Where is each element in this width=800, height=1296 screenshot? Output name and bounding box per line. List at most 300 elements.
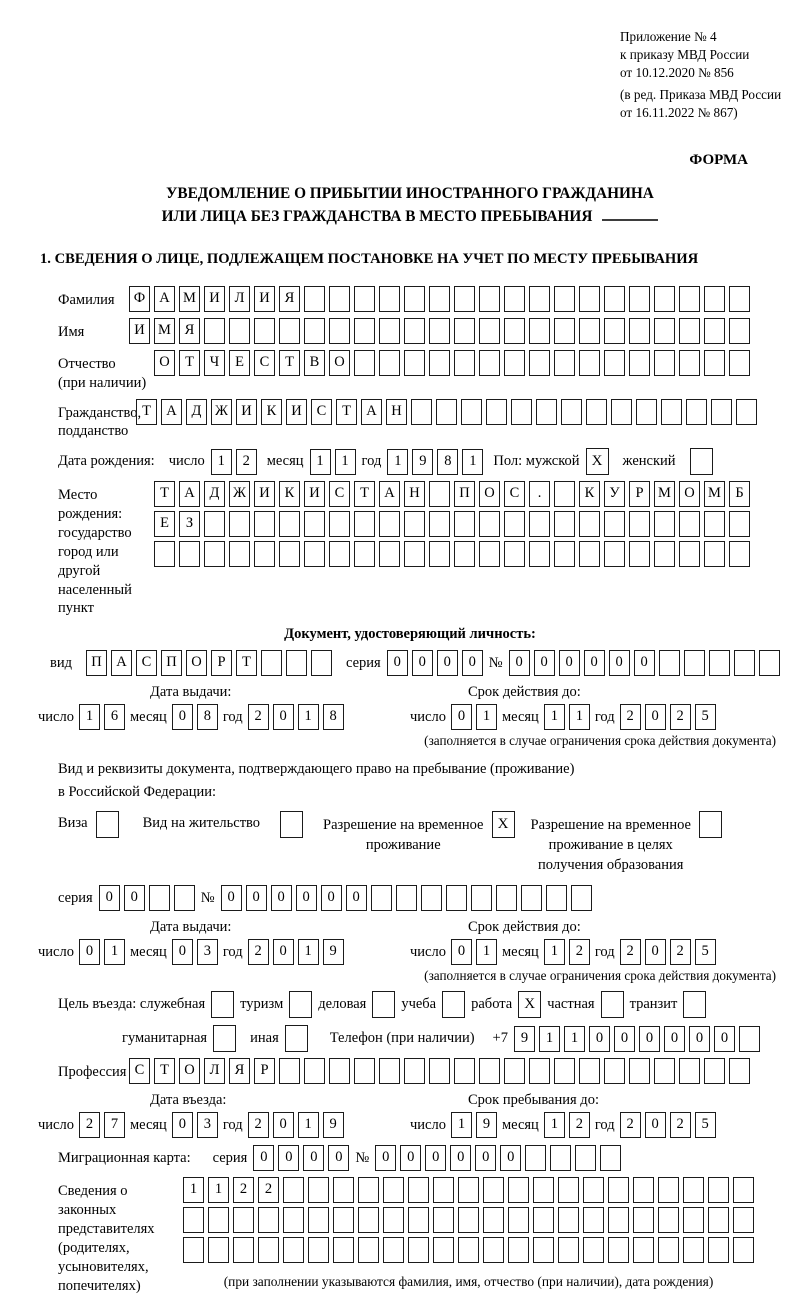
char-box[interactable]: [304, 511, 325, 537]
char-box[interactable]: [683, 1207, 704, 1233]
char-box[interactable]: 8: [323, 704, 344, 730]
char-box[interactable]: [658, 1207, 679, 1233]
char-box[interactable]: [579, 511, 600, 537]
char-box[interactable]: [579, 1058, 600, 1084]
char-box[interactable]: [433, 1207, 454, 1233]
char-box[interactable]: 2: [233, 1177, 254, 1203]
char-box[interactable]: 0: [387, 650, 408, 676]
char-box[interactable]: [729, 541, 750, 567]
char-box[interactable]: [629, 511, 650, 537]
char-box[interactable]: [383, 1177, 404, 1203]
char-box[interactable]: [479, 318, 500, 344]
char-box[interactable]: [379, 541, 400, 567]
char-box[interactable]: [329, 286, 350, 312]
char-box[interactable]: 0: [645, 704, 666, 730]
char-box[interactable]: 5: [695, 1112, 716, 1138]
char-box[interactable]: [179, 541, 200, 567]
char-box[interactable]: 3: [197, 1112, 218, 1138]
char-box[interactable]: [704, 318, 725, 344]
char-box[interactable]: [483, 1177, 504, 1203]
char-box[interactable]: 0: [172, 939, 193, 965]
char-box[interactable]: [408, 1177, 429, 1203]
char-box[interactable]: 1: [462, 449, 483, 475]
char-box[interactable]: [679, 1058, 700, 1084]
char-box[interactable]: 1: [476, 704, 497, 730]
char-box[interactable]: [454, 318, 475, 344]
char-box[interactable]: 0: [584, 650, 605, 676]
char-box[interactable]: [411, 399, 432, 425]
char-box[interactable]: [708, 1207, 729, 1233]
char-box[interactable]: 0: [475, 1145, 496, 1171]
char-box[interactable]: [174, 885, 195, 911]
char-box[interactable]: [333, 1207, 354, 1233]
char-box[interactable]: [579, 318, 600, 344]
char-box[interactable]: Л: [229, 286, 250, 312]
char-box[interactable]: 0: [609, 650, 630, 676]
char-box[interactable]: 5: [695, 939, 716, 965]
char-box[interactable]: Я: [279, 286, 300, 312]
char-box[interactable]: [404, 541, 425, 567]
char-box[interactable]: М: [179, 286, 200, 312]
char-box[interactable]: Р: [211, 650, 232, 676]
char-box[interactable]: 0: [509, 650, 530, 676]
char-box[interactable]: П: [86, 650, 107, 676]
char-box[interactable]: Т: [154, 481, 175, 507]
char-box[interactable]: [149, 885, 170, 911]
char-box[interactable]: [546, 885, 567, 911]
char-box[interactable]: Ч: [204, 350, 225, 376]
char-box[interactable]: 1: [335, 449, 356, 475]
char-box[interactable]: [654, 350, 675, 376]
char-box[interactable]: [454, 350, 475, 376]
char-box[interactable]: [583, 1237, 604, 1263]
char-box[interactable]: [354, 541, 375, 567]
char-box[interactable]: 1: [183, 1177, 204, 1203]
char-box[interactable]: [554, 511, 575, 537]
char-box[interactable]: [279, 541, 300, 567]
char-box[interactable]: С: [136, 650, 157, 676]
char-box[interactable]: Т: [179, 350, 200, 376]
char-box[interactable]: А: [379, 481, 400, 507]
char-box[interactable]: [458, 1207, 479, 1233]
char-box[interactable]: [479, 1058, 500, 1084]
char-box[interactable]: Т: [279, 350, 300, 376]
char-box[interactable]: 2: [79, 1112, 100, 1138]
char-box[interactable]: 9: [323, 939, 344, 965]
char-box[interactable]: 2: [620, 704, 641, 730]
char-box[interactable]: 0: [273, 704, 294, 730]
purpose-study-checkbox[interactable]: [442, 991, 465, 1018]
char-box[interactable]: [479, 286, 500, 312]
char-box[interactable]: [709, 650, 730, 676]
char-box[interactable]: 1: [211, 449, 232, 475]
char-box[interactable]: Н: [404, 481, 425, 507]
char-box[interactable]: [408, 1237, 429, 1263]
char-box[interactable]: [554, 541, 575, 567]
char-box[interactable]: 2: [569, 1112, 590, 1138]
char-box[interactable]: Т: [354, 481, 375, 507]
char-box[interactable]: [504, 286, 525, 312]
char-box[interactable]: 0: [412, 650, 433, 676]
char-box[interactable]: [429, 350, 450, 376]
char-box[interactable]: У: [604, 481, 625, 507]
char-box[interactable]: [354, 286, 375, 312]
char-box[interactable]: 0: [221, 885, 242, 911]
char-box[interactable]: 0: [273, 939, 294, 965]
char-box[interactable]: 0: [328, 1145, 349, 1171]
char-box[interactable]: [504, 318, 525, 344]
char-box[interactable]: [208, 1237, 229, 1263]
char-box[interactable]: А: [161, 399, 182, 425]
char-box[interactable]: 9: [323, 1112, 344, 1138]
char-box[interactable]: [208, 1207, 229, 1233]
char-box[interactable]: О: [186, 650, 207, 676]
char-box[interactable]: [533, 1177, 554, 1203]
char-box[interactable]: Я: [179, 318, 200, 344]
char-box[interactable]: [446, 885, 467, 911]
char-box[interactable]: [654, 1058, 675, 1084]
char-box[interactable]: [629, 350, 650, 376]
char-box[interactable]: 0: [634, 650, 655, 676]
char-box[interactable]: 0: [253, 1145, 274, 1171]
char-box[interactable]: [604, 511, 625, 537]
char-box[interactable]: [496, 885, 517, 911]
char-box[interactable]: И: [254, 481, 275, 507]
char-box[interactable]: [679, 511, 700, 537]
char-box[interactable]: Н: [386, 399, 407, 425]
char-box[interactable]: [679, 318, 700, 344]
char-box[interactable]: [454, 1058, 475, 1084]
char-box[interactable]: 8: [437, 449, 458, 475]
char-box[interactable]: [358, 1237, 379, 1263]
char-box[interactable]: [333, 1237, 354, 1263]
char-box[interactable]: [421, 885, 442, 911]
char-box[interactable]: К: [579, 481, 600, 507]
char-box[interactable]: [658, 1237, 679, 1263]
char-box[interactable]: 0: [639, 1026, 660, 1052]
char-box[interactable]: [433, 1177, 454, 1203]
char-box[interactable]: [454, 541, 475, 567]
char-box[interactable]: [429, 541, 450, 567]
char-box[interactable]: 0: [296, 885, 317, 911]
char-box[interactable]: К: [279, 481, 300, 507]
char-box[interactable]: [511, 399, 532, 425]
char-box[interactable]: [429, 511, 450, 537]
char-box[interactable]: 0: [559, 650, 580, 676]
char-box[interactable]: 2: [620, 939, 641, 965]
char-box[interactable]: [379, 511, 400, 537]
char-box[interactable]: [704, 350, 725, 376]
char-box[interactable]: [611, 399, 632, 425]
char-box[interactable]: 1: [544, 1112, 565, 1138]
char-box[interactable]: 9: [412, 449, 433, 475]
char-box[interactable]: [679, 541, 700, 567]
char-box[interactable]: П: [454, 481, 475, 507]
char-box[interactable]: 0: [346, 885, 367, 911]
char-box[interactable]: 0: [534, 650, 555, 676]
char-box[interactable]: [504, 1058, 525, 1084]
char-box[interactable]: [729, 318, 750, 344]
char-box[interactable]: [379, 1058, 400, 1084]
char-box[interactable]: И: [204, 286, 225, 312]
char-box[interactable]: А: [154, 286, 175, 312]
char-box[interactable]: [629, 286, 650, 312]
char-box[interactable]: 1: [298, 1112, 319, 1138]
char-box[interactable]: [600, 1145, 621, 1171]
char-box[interactable]: [379, 350, 400, 376]
char-box[interactable]: [579, 286, 600, 312]
char-box[interactable]: [686, 399, 707, 425]
char-box[interactable]: [608, 1207, 629, 1233]
char-box[interactable]: [483, 1237, 504, 1263]
char-box[interactable]: [704, 1058, 725, 1084]
char-box[interactable]: [329, 511, 350, 537]
char-box[interactable]: 1: [544, 704, 565, 730]
char-box[interactable]: [408, 1207, 429, 1233]
char-box[interactable]: [729, 350, 750, 376]
char-box[interactable]: [354, 318, 375, 344]
char-box[interactable]: Р: [254, 1058, 275, 1084]
char-box[interactable]: С: [329, 481, 350, 507]
char-box[interactable]: [261, 650, 282, 676]
char-box[interactable]: М: [704, 481, 725, 507]
char-box[interactable]: [759, 650, 780, 676]
char-box[interactable]: О: [179, 1058, 200, 1084]
char-box[interactable]: 2: [236, 449, 257, 475]
char-box[interactable]: [583, 1177, 604, 1203]
char-box[interactable]: Е: [229, 350, 250, 376]
char-box[interactable]: [575, 1145, 596, 1171]
char-box[interactable]: 1: [298, 704, 319, 730]
char-box[interactable]: 1: [298, 939, 319, 965]
char-box[interactable]: 0: [645, 1112, 666, 1138]
char-box[interactable]: [229, 511, 250, 537]
char-box[interactable]: 0: [321, 885, 342, 911]
char-box[interactable]: [529, 541, 550, 567]
char-box[interactable]: Е: [154, 511, 175, 537]
char-box[interactable]: [304, 286, 325, 312]
char-box[interactable]: [679, 350, 700, 376]
char-box[interactable]: [183, 1207, 204, 1233]
char-box[interactable]: [533, 1237, 554, 1263]
char-box[interactable]: [654, 511, 675, 537]
char-box[interactable]: [204, 541, 225, 567]
char-box[interactable]: [658, 1177, 679, 1203]
temp-residence-edu-checkbox[interactable]: [699, 811, 722, 838]
char-box[interactable]: А: [361, 399, 382, 425]
char-box[interactable]: [308, 1177, 329, 1203]
char-box[interactable]: [684, 650, 705, 676]
char-box[interactable]: [608, 1237, 629, 1263]
char-box[interactable]: [329, 318, 350, 344]
char-box[interactable]: [504, 350, 525, 376]
char-box[interactable]: [554, 1058, 575, 1084]
char-box[interactable]: [458, 1237, 479, 1263]
sex-male-checkbox[interactable]: X: [586, 448, 609, 475]
char-box[interactable]: [604, 318, 625, 344]
char-box[interactable]: Р: [629, 481, 650, 507]
char-box[interactable]: О: [679, 481, 700, 507]
purpose-private-checkbox[interactable]: [601, 991, 624, 1018]
char-box[interactable]: [583, 1207, 604, 1233]
char-box[interactable]: [733, 1177, 754, 1203]
char-box[interactable]: Ж: [229, 481, 250, 507]
purpose-work-checkbox[interactable]: X: [518, 991, 541, 1018]
char-box[interactable]: [708, 1177, 729, 1203]
char-box[interactable]: [558, 1207, 579, 1233]
char-box[interactable]: [604, 1058, 625, 1084]
char-box[interactable]: 2: [248, 1112, 269, 1138]
char-box[interactable]: [683, 1177, 704, 1203]
char-box[interactable]: 1: [569, 704, 590, 730]
char-box[interactable]: 8: [197, 704, 218, 730]
char-box[interactable]: [279, 511, 300, 537]
char-box[interactable]: [629, 318, 650, 344]
char-box[interactable]: [283, 1237, 304, 1263]
char-box[interactable]: [396, 885, 417, 911]
char-box[interactable]: [436, 399, 457, 425]
char-box[interactable]: Ф: [129, 286, 150, 312]
char-box[interactable]: 1: [564, 1026, 585, 1052]
char-box[interactable]: [554, 286, 575, 312]
char-box[interactable]: [479, 511, 500, 537]
char-box[interactable]: 1: [208, 1177, 229, 1203]
char-box[interactable]: Б: [729, 481, 750, 507]
char-box[interactable]: [308, 1237, 329, 1263]
char-box[interactable]: И: [286, 399, 307, 425]
char-box[interactable]: 5: [695, 704, 716, 730]
purpose-official-checkbox[interactable]: [211, 991, 234, 1018]
char-box[interactable]: [654, 318, 675, 344]
char-box[interactable]: [708, 1237, 729, 1263]
char-box[interactable]: [229, 541, 250, 567]
char-box[interactable]: [654, 541, 675, 567]
char-box[interactable]: 3: [197, 939, 218, 965]
char-box[interactable]: [429, 286, 450, 312]
char-box[interactable]: 0: [462, 650, 483, 676]
char-box[interactable]: 0: [246, 885, 267, 911]
char-box[interactable]: 2: [670, 939, 691, 965]
purpose-business-checkbox[interactable]: [372, 991, 395, 1018]
char-box[interactable]: [404, 511, 425, 537]
char-box[interactable]: [354, 350, 375, 376]
char-box[interactable]: 6: [104, 704, 125, 730]
char-box[interactable]: Л: [204, 1058, 225, 1084]
char-box[interactable]: [661, 399, 682, 425]
char-box[interactable]: [529, 318, 550, 344]
purpose-humanitarian-checkbox[interactable]: [213, 1025, 236, 1052]
char-box[interactable]: 0: [614, 1026, 635, 1052]
char-box[interactable]: [529, 286, 550, 312]
char-box[interactable]: [383, 1207, 404, 1233]
char-box[interactable]: 0: [664, 1026, 685, 1052]
char-box[interactable]: [529, 350, 550, 376]
char-box[interactable]: [729, 511, 750, 537]
char-box[interactable]: С: [254, 350, 275, 376]
char-box[interactable]: [283, 1207, 304, 1233]
char-box[interactable]: [233, 1207, 254, 1233]
char-box[interactable]: Т: [136, 399, 157, 425]
char-box[interactable]: [433, 1237, 454, 1263]
char-box[interactable]: [729, 286, 750, 312]
char-box[interactable]: [604, 541, 625, 567]
char-box[interactable]: [633, 1207, 654, 1233]
char-box[interactable]: А: [111, 650, 132, 676]
char-box[interactable]: И: [129, 318, 150, 344]
char-box[interactable]: [571, 885, 592, 911]
char-box[interactable]: 1: [451, 1112, 472, 1138]
char-box[interactable]: [283, 1177, 304, 1203]
char-box[interactable]: [379, 286, 400, 312]
char-box[interactable]: Т: [154, 1058, 175, 1084]
char-box[interactable]: [734, 650, 755, 676]
char-box[interactable]: [371, 885, 392, 911]
char-box[interactable]: [679, 286, 700, 312]
char-box[interactable]: [508, 1237, 529, 1263]
char-box[interactable]: 2: [258, 1177, 279, 1203]
char-box[interactable]: 0: [451, 704, 472, 730]
char-box[interactable]: [429, 318, 450, 344]
char-box[interactable]: [254, 318, 275, 344]
char-box[interactable]: [404, 350, 425, 376]
char-box[interactable]: 0: [450, 1145, 471, 1171]
char-box[interactable]: [683, 1237, 704, 1263]
char-box[interactable]: Д: [186, 399, 207, 425]
char-box[interactable]: 2: [670, 1112, 691, 1138]
char-box[interactable]: 0: [303, 1145, 324, 1171]
char-box[interactable]: [659, 650, 680, 676]
char-box[interactable]: [521, 885, 542, 911]
char-box[interactable]: 9: [476, 1112, 497, 1138]
char-box[interactable]: [358, 1207, 379, 1233]
char-box[interactable]: [479, 350, 500, 376]
char-box[interactable]: 0: [375, 1145, 396, 1171]
char-box[interactable]: [479, 541, 500, 567]
char-box[interactable]: [586, 399, 607, 425]
char-box[interactable]: [304, 318, 325, 344]
purpose-other-checkbox[interactable]: [285, 1025, 308, 1052]
char-box[interactable]: [354, 1058, 375, 1084]
char-box[interactable]: [604, 350, 625, 376]
char-box[interactable]: О: [479, 481, 500, 507]
char-box[interactable]: С: [311, 399, 332, 425]
char-box[interactable]: [358, 1177, 379, 1203]
char-box[interactable]: [471, 885, 492, 911]
char-box[interactable]: [404, 1058, 425, 1084]
char-box[interactable]: [483, 1207, 504, 1233]
char-box[interactable]: [554, 318, 575, 344]
char-box[interactable]: Т: [236, 650, 257, 676]
char-box[interactable]: [561, 399, 582, 425]
char-box[interactable]: 0: [271, 885, 292, 911]
char-box[interactable]: [404, 286, 425, 312]
char-box[interactable]: П: [161, 650, 182, 676]
char-box[interactable]: [533, 1207, 554, 1233]
char-box[interactable]: [254, 541, 275, 567]
char-box[interactable]: 0: [451, 939, 472, 965]
char-box[interactable]: [154, 541, 175, 567]
char-box[interactable]: 0: [124, 885, 145, 911]
char-box[interactable]: [733, 1237, 754, 1263]
char-box[interactable]: [550, 1145, 571, 1171]
temp-residence-checkbox[interactable]: X: [492, 811, 515, 838]
char-box[interactable]: [529, 1058, 550, 1084]
char-box[interactable]: [258, 1237, 279, 1263]
char-box[interactable]: 0: [172, 1112, 193, 1138]
char-box[interactable]: [733, 1207, 754, 1233]
char-box[interactable]: А: [179, 481, 200, 507]
char-box[interactable]: 1: [539, 1026, 560, 1052]
